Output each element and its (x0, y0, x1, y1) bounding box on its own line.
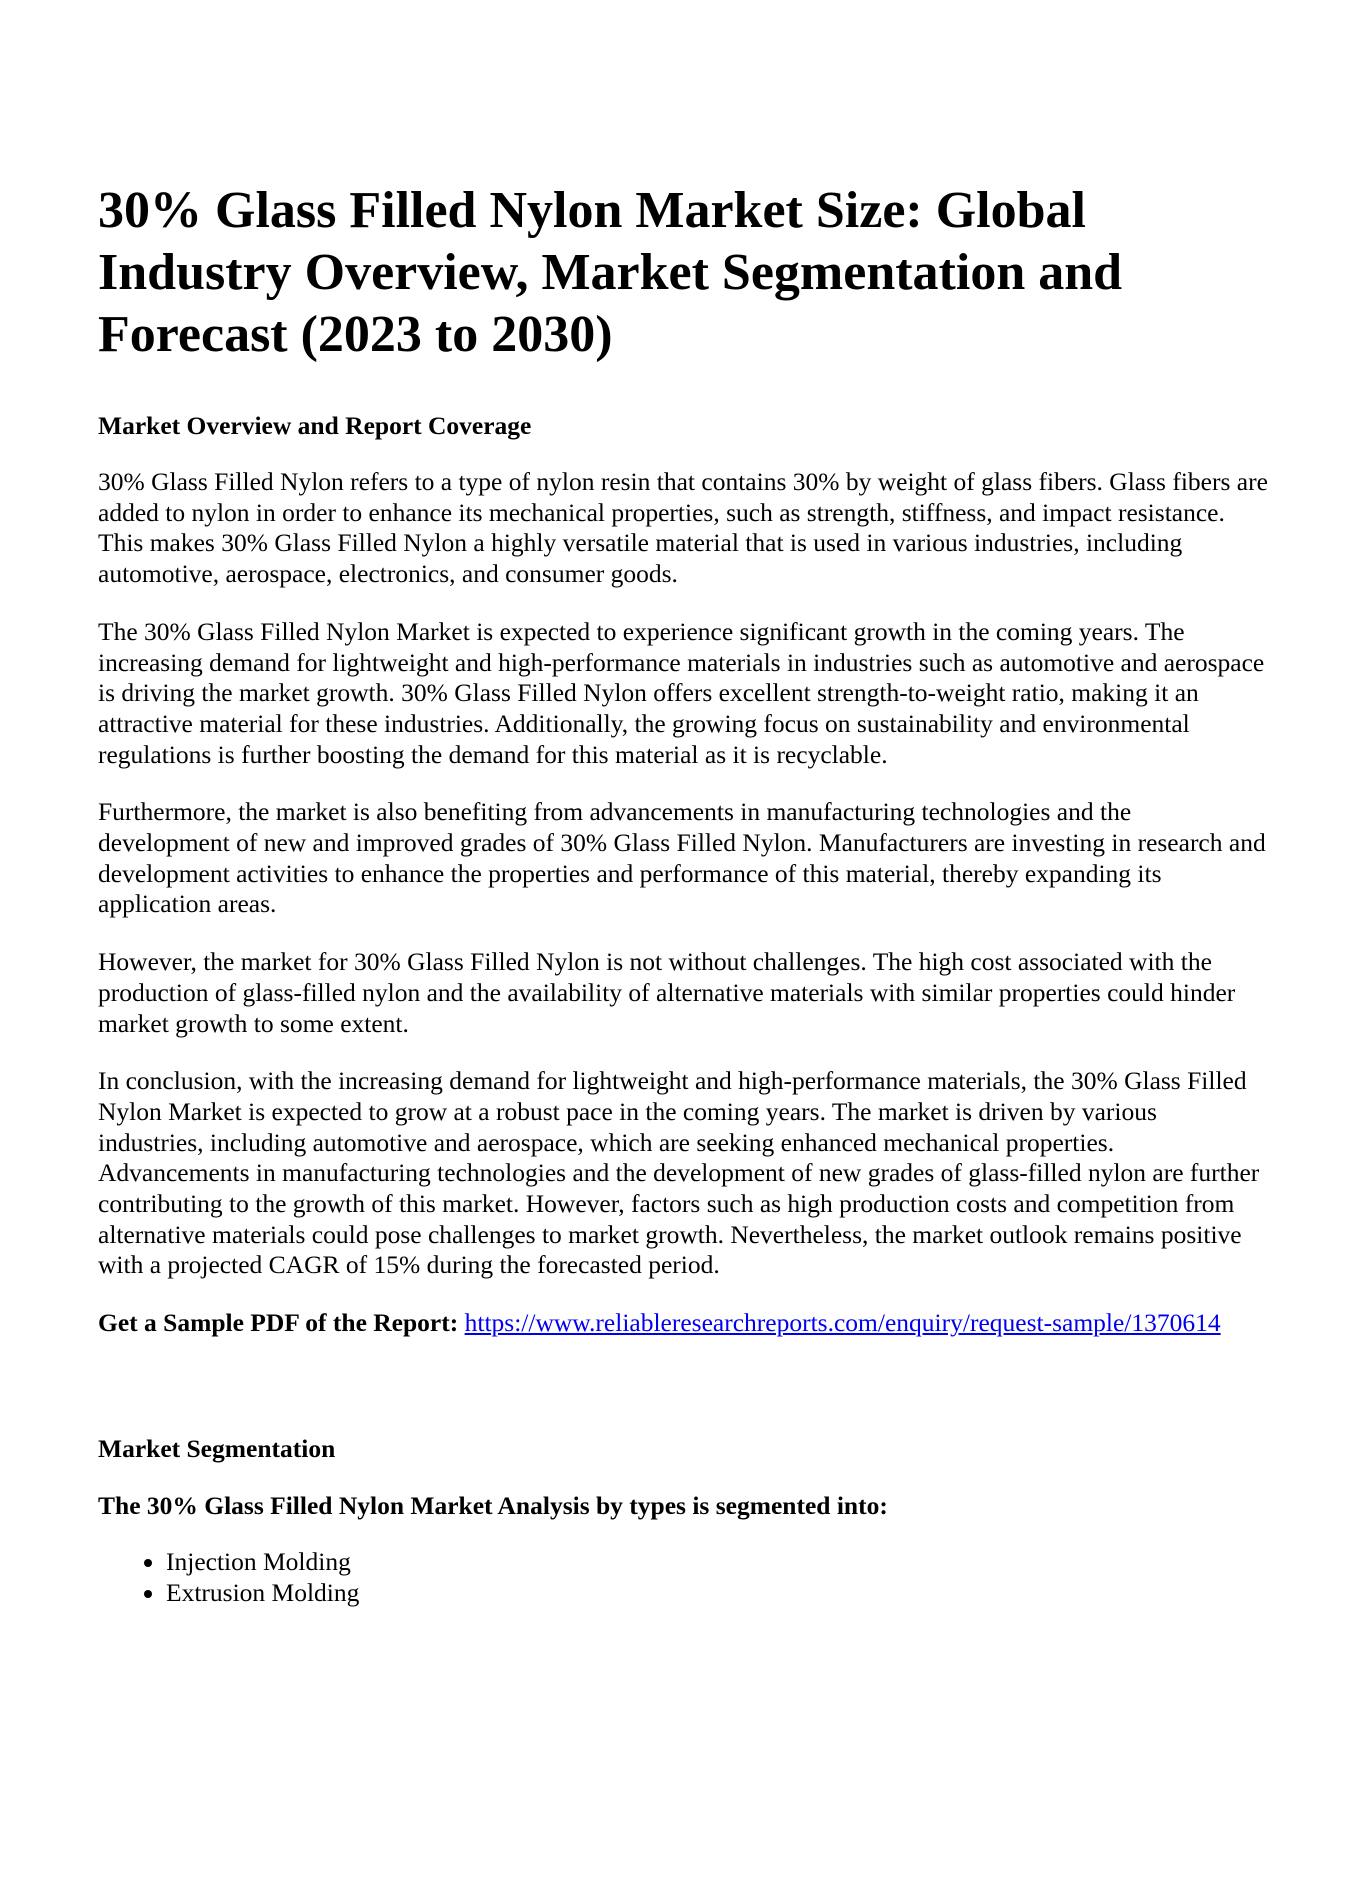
types-heading: The 30% Glass Filled Nylon Market Analysis by types is segmented into: (98, 1490, 888, 1520)
paragraph-growth: The 30% Glass Filled Nylon Market is expected to experience significant growth in the coming years. The increasing demand for lightweight and high-performance materials in industries such as automotive and aerospace is driving the market growth. 30% Glass Filled Nylon offers excellent strength-to-weight ratio, making it an attractive material for these industries. Additionally, the growing focus on sustainability and environmental regulations is further boosting the demand for this material as it is recyclable. (98, 616, 1265, 769)
paragraph-conclusion: In conclusion, with the increasing demand for lightweight and high-performance materials, the 30% Glass Filled Nylon Market is expected to grow at a robust pace in the coming years. The market is driven by various industries, including automotive and aerospace, which are seeking enhanced mechanical properties. Advancements in manufacturing technologies and the development of new grades of glass-filled nylon are further contributing to the growth of this market. However, factors such as high production costs and competition from alternative materials could pose challenges to market growth. Nevertheless, the market outlook remains positive with a projected CAGR of 15% during the forecasted period. (98, 1066, 1260, 1280)
paragraph-advancements: Furthermore, the market is also benefiting from advancements in manufacturing technologies and the development of new and improved grades of 30% Glass Filled Nylon. Manufacturers are investing in research and development activities to enhance the properties and performance of this material, thereby expanding its application areas. (98, 797, 1266, 919)
segmentation-heading: Market Segmentation (98, 1433, 336, 1463)
list-item: • Injection Molding (166, 1547, 1268, 1578)
paragraph-definition: 30% Glass Filled Nylon refers to a type of nylon resin that contains 30% by weight of glass fibers. Glass fibers are added to nylon in order to enhance its mechanical properties, such as strength, stiffness, and impact resistance. This makes 30% Glass Filled Nylon a highly versatile material that is used in various industries, including automotive, aerospace, electronics, and consumer goods. (98, 467, 1268, 589)
paragraph-challenges: However, the market for 30% Glass Filled Nylon is not without challenges. The high cost associated with the production of glass-filled nylon and the availability of alternative materials with similar properties could hinder market growth to some extent. (98, 947, 1236, 1038)
overview-heading: Market Overview and Report Coverage (98, 411, 532, 440)
sample-pdf-label: Get a Sample PDF of the Report: (98, 1308, 459, 1338)
document-title: 30% Glass Filled Nylon Market Size: Global Industry Overview, Market Segmentation and Forecast (2023 to 2030) (98, 182, 1123, 363)
document-page (98, 180, 1268, 1608)
sample-pdf-line (98, 1308, 1268, 1339)
types-list (98, 1547, 1268, 1608)
list-item: • Extrusion Molding (166, 1578, 1268, 1609)
sample-pdf-link[interactable]: https://www.reliableresearchreports.com/enquiry/request-sample/1370614 (464, 1308, 1221, 1338)
